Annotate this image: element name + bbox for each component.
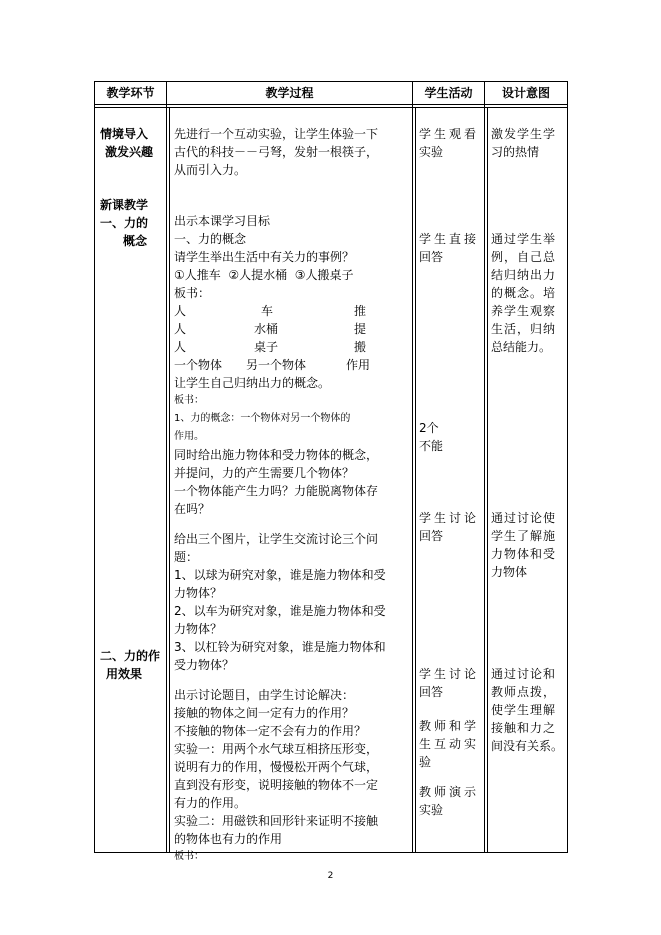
header-intent: 设计意图	[501, 86, 550, 100]
picture-line: 给出三个图片，让学生交流讨论三个问	[174, 532, 379, 546]
discussion-line: 的物体也有力的作用	[174, 832, 283, 846]
board-label: 板书：	[174, 395, 204, 406]
header-divider	[95, 104, 567, 105]
activity-line: 实验	[419, 803, 444, 817]
concept-line: 板书：	[174, 286, 211, 300]
intent-line: 通过学生举	[491, 232, 557, 246]
picture-line: 2、以车为研究对象，谁是施力物体和受	[174, 604, 386, 618]
column-divider	[484, 82, 485, 852]
stage-label: 用效果	[106, 667, 143, 681]
discussion-line: 直到没有形变，说明接触的物体不一定	[174, 778, 379, 792]
intent-line: 激发学生学	[491, 127, 557, 141]
intent-line: 总结能力。	[491, 340, 552, 354]
stage-label: 概念	[123, 234, 148, 248]
concept-line: 出示本课学习目标	[174, 214, 271, 228]
header-stage: 教学环节	[106, 86, 155, 100]
concept-line: 请学生举出生活中有关力的事例？	[174, 250, 355, 264]
intent-line: 习的热情	[491, 145, 540, 159]
discussion-line: 接触的物体之间一定有力的作用？	[174, 706, 355, 720]
activity-line: 回答	[419, 250, 444, 264]
induce-line: 让学生自己归纳出力的概念。	[174, 376, 331, 390]
board-label: 板书：	[174, 851, 204, 862]
intent-line: 例，自己总	[491, 250, 557, 264]
column-divider	[412, 82, 413, 852]
board-cell: 人	[174, 340, 187, 354]
stage-label: 新课教学	[100, 198, 149, 212]
discussion-line: 不接触的物体一定不会有力的作用？	[174, 724, 367, 738]
discussion-line: 实验二：用磁铁和回形针来证明不接触	[174, 814, 379, 828]
intent-line: 结归纳出力	[491, 268, 557, 282]
activity-line: 2个	[419, 421, 439, 435]
intent-line: 通过讨论使	[491, 511, 557, 525]
intent-line: 间没有关系。	[491, 739, 564, 753]
concept-line: ①人推车 ②人提水桶 ③人搬桌子	[174, 268, 354, 282]
picture-line: 力物体？	[174, 622, 223, 636]
activity-line: 学生讨论	[419, 667, 480, 681]
concept-line: 一、力的概念	[174, 232, 247, 246]
picture-line: 1、以球为研究对象，谁是施力物体和受	[174, 568, 386, 582]
intent-line: 的概念。培	[491, 286, 557, 300]
discussion-line: 有力的作用。	[174, 796, 247, 810]
board-cell: 车	[261, 304, 274, 318]
intro-line: 从而引入力。	[174, 163, 247, 177]
ask-line: 一个物体能产生力吗？力能脱离物体存	[174, 484, 379, 498]
board-cell: 水桶	[254, 322, 279, 336]
header-divider	[95, 107, 567, 108]
ask-line: 同时给出施力物体和受力物体的概念，	[174, 448, 379, 462]
picture-line: 受力物体？	[174, 658, 235, 672]
ask-line: 在吗？	[174, 502, 211, 516]
board-cell: 推	[354, 304, 367, 318]
activity-line: 教师和学	[419, 719, 480, 733]
board-cell: 人	[174, 322, 187, 336]
ask-line: 并提问，力的产生需要几个物体？	[174, 466, 355, 480]
discussion-line: 说明有力的作用，慢慢松开两个气球，	[174, 760, 379, 774]
activity-line: 回答	[419, 529, 444, 543]
board-cell: 搬	[354, 340, 367, 354]
board-cell: 桌子	[254, 340, 279, 354]
intent-line: 学生了解施	[491, 529, 557, 543]
activity-line: 学生观看	[419, 127, 480, 141]
activity-line: 回答	[419, 685, 444, 699]
header-process: 教学过程	[265, 86, 314, 100]
intent-line: 力物体和受	[491, 547, 557, 561]
board-cell: 人	[174, 304, 187, 318]
picture-line: 力物体？	[174, 586, 223, 600]
board-cell: 另一个物体	[246, 358, 307, 372]
picture-line: 题：	[174, 550, 199, 564]
column-divider	[487, 108, 488, 852]
stage-label: 激发兴趣	[105, 145, 154, 159]
intent-line: 力物体	[491, 565, 528, 579]
activity-line: 实验	[419, 145, 444, 159]
board-cell: 作用	[346, 358, 371, 372]
intent-line: 养学生观察	[491, 304, 557, 318]
picture-line: 3、以杠铃为研究对象，谁是施力物体和	[174, 640, 386, 654]
header-activity: 学生活动	[424, 86, 473, 100]
board-cell: 一个物体	[174, 358, 223, 372]
stage-label: 二、力的作	[100, 649, 161, 663]
intent-line: 通过讨论和	[491, 667, 557, 681]
activity-line: 生互动实	[419, 737, 480, 751]
column-divider	[415, 108, 416, 852]
activity-line: 不能	[419, 439, 444, 453]
intent-line: 接触和力之	[491, 721, 557, 735]
intro-line: 先进行一个互动实验，让学生体验一下	[174, 127, 379, 141]
intent-line: 教师点拨，	[491, 685, 557, 699]
activity-line: 学生直接	[419, 232, 480, 246]
intent-line: 生活，归纳	[491, 322, 557, 336]
activity-line: 学生讨论	[419, 511, 480, 525]
stage-label: 情境导入	[100, 127, 149, 141]
intent-line: 使学生理解	[491, 703, 557, 717]
page-number: 2	[327, 871, 334, 881]
stage-label: 一、力的	[100, 216, 149, 230]
lesson-plan-table	[94, 81, 568, 862]
intro-line: 古代的科技－－弓弩，发射一根筷子，	[174, 145, 379, 159]
board-cell: 提	[354, 322, 367, 336]
activity-line: 教师演示	[419, 785, 480, 799]
definition-line: 作用。	[174, 431, 204, 442]
column-divider	[169, 108, 170, 852]
definition-line: 1、力的概念：一个物体对另一个物体的	[174, 413, 351, 424]
column-divider	[166, 82, 167, 852]
activity-line: 验	[419, 755, 432, 769]
discussion-line: 实验一：用两个水气球互相挤压形变，	[174, 742, 379, 756]
discussion-line: 出示讨论题目，由学生讨论解决：	[174, 688, 355, 702]
